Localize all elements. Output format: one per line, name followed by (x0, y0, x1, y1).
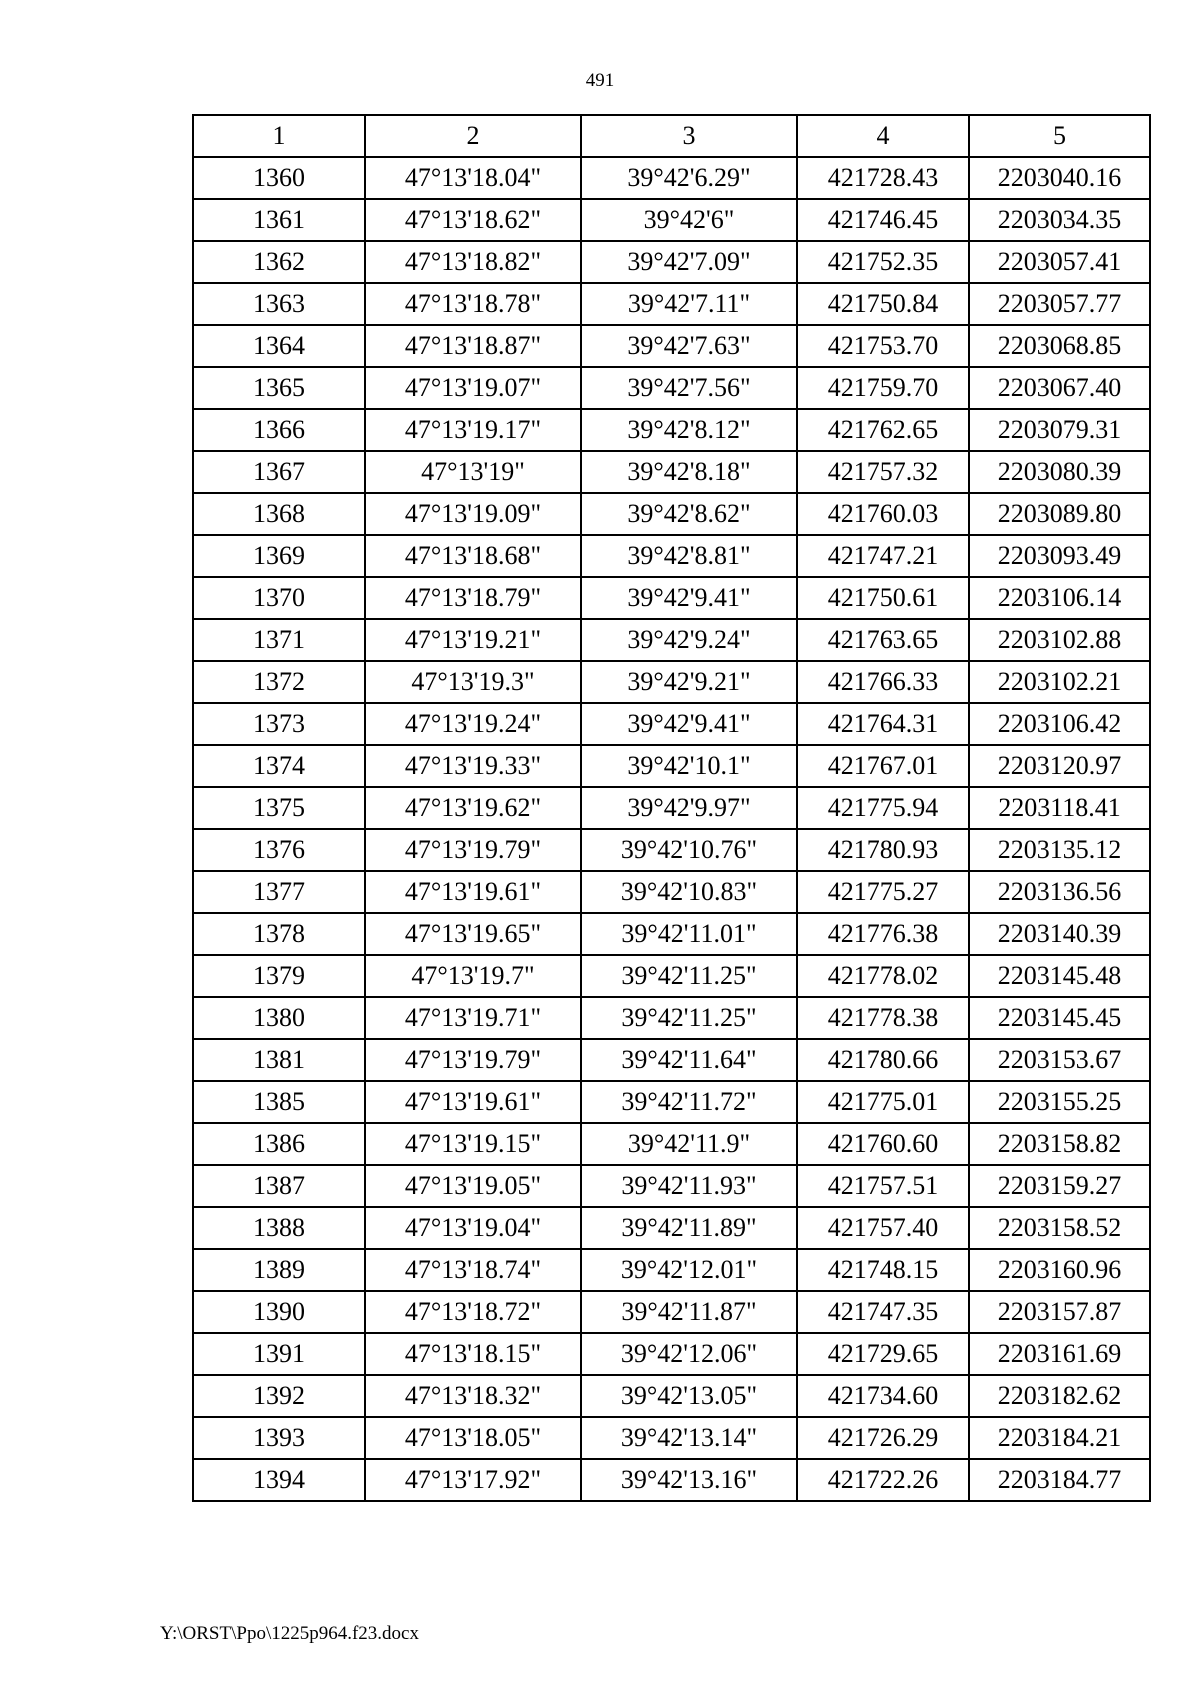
table-cell: 39°42'12.06" (581, 1333, 797, 1375)
table-cell: 39°42'7.09" (581, 241, 797, 283)
table-cell: 39°42'11.9" (581, 1123, 797, 1165)
table-row (193, 829, 1150, 871)
table-cell: 2203089.80 (969, 493, 1150, 535)
table-row (193, 1165, 1150, 1207)
table-cell: 39°42'13.16" (581, 1459, 797, 1501)
table-cell: 2203158.82 (969, 1123, 1150, 1165)
table-cell: 421778.38 (797, 997, 969, 1039)
table-row (193, 661, 1150, 703)
table-cell: 47°13'18.79" (365, 577, 581, 619)
table-cell: 1387 (193, 1165, 365, 1207)
table-cell: 47°13'18.32" (365, 1375, 581, 1417)
table-cell: 47°13'19.79" (365, 1039, 581, 1081)
table-cell: 1377 (193, 871, 365, 913)
header-cell: 3 (581, 115, 797, 157)
table-cell: 39°42'10.83" (581, 871, 797, 913)
page-number: 491 (585, 70, 615, 91)
table-cell: 39°42'9.41" (581, 703, 797, 745)
table-cell: 421748.15 (797, 1249, 969, 1291)
table-cell: 421750.84 (797, 283, 969, 325)
table-cell: 421763.65 (797, 619, 969, 661)
table-cell: 1376 (193, 829, 365, 871)
table-cell: 421776.38 (797, 913, 969, 955)
table-cell: 47°13'19.7" (365, 955, 581, 997)
table-row (193, 157, 1150, 199)
header-cell: 1 (193, 115, 365, 157)
table-cell: 2203068.85 (969, 325, 1150, 367)
table-cell: 2203140.39 (969, 913, 1150, 955)
table-cell: 2203057.77 (969, 283, 1150, 325)
table-row (193, 1081, 1150, 1123)
table-cell: 421722.26 (797, 1459, 969, 1501)
table-row (193, 283, 1150, 325)
table-row (193, 1375, 1150, 1417)
table-cell: 2203093.49 (969, 535, 1150, 577)
table-cell: 39°42'11.72" (581, 1081, 797, 1123)
table-row (193, 367, 1150, 409)
table-row (193, 1123, 1150, 1165)
table-cell: 39°42'12.01" (581, 1249, 797, 1291)
table-row (193, 997, 1150, 1039)
header-cell: 2 (365, 115, 581, 157)
table-cell: 39°42'10.76" (581, 829, 797, 871)
table-cell: 2203106.14 (969, 577, 1150, 619)
table-cell: 1386 (193, 1123, 365, 1165)
table-cell: 47°13'18.72" (365, 1291, 581, 1333)
table-cell: 47°13'19.61" (365, 871, 581, 913)
table-cell: 39°42'8.62" (581, 493, 797, 535)
table-cell: 1370 (193, 577, 365, 619)
table-row (193, 1249, 1150, 1291)
table-cell: 39°42'11.93" (581, 1165, 797, 1207)
table-cell: 39°42'11.25" (581, 955, 797, 997)
table-cell: 2203155.25 (969, 1081, 1150, 1123)
table-cell: 1366 (193, 409, 365, 451)
table-row (193, 955, 1150, 997)
table-cell: 47°13'19.04" (365, 1207, 581, 1249)
table-row (193, 1291, 1150, 1333)
table-cell: 2203145.48 (969, 955, 1150, 997)
table-row (193, 619, 1150, 661)
table-cell: 39°42'8.18" (581, 451, 797, 493)
table-cell: 421775.01 (797, 1081, 969, 1123)
table-cell: 47°13'19" (365, 451, 581, 493)
table-cell: 421747.21 (797, 535, 969, 577)
table-cell: 1390 (193, 1291, 365, 1333)
table-cell: 39°42'7.63" (581, 325, 797, 367)
table-row (193, 325, 1150, 367)
table-cell: 39°42'8.81" (581, 535, 797, 577)
table-cell: 2203182.62 (969, 1375, 1150, 1417)
table-cell: 47°13'19.17" (365, 409, 581, 451)
table-cell: 47°13'18.04" (365, 157, 581, 199)
table-cell: 39°42'9.24" (581, 619, 797, 661)
table-cell: 2203184.21 (969, 1417, 1150, 1459)
table-cell: 421757.40 (797, 1207, 969, 1249)
table-row (193, 1333, 1150, 1375)
table-cell: 421766.33 (797, 661, 969, 703)
table-cell: 421780.93 (797, 829, 969, 871)
table-cell: 2203102.21 (969, 661, 1150, 703)
table-cell: 421757.51 (797, 1165, 969, 1207)
table-cell: 47°13'19.65" (365, 913, 581, 955)
table-cell: 1388 (193, 1207, 365, 1249)
table-cell: 421775.27 (797, 871, 969, 913)
table-cell: 2203040.16 (969, 157, 1150, 199)
header-cell: 4 (797, 115, 969, 157)
table-cell: 421780.66 (797, 1039, 969, 1081)
table-cell: 47°13'18.62" (365, 199, 581, 241)
table-cell: 2203184.77 (969, 1459, 1150, 1501)
table-cell: 1362 (193, 241, 365, 283)
table-cell: 1379 (193, 955, 365, 997)
table-cell: 39°42'6.29" (581, 157, 797, 199)
table-cell: 2203118.41 (969, 787, 1150, 829)
table-cell: 421750.61 (797, 577, 969, 619)
table-cell: 2203160.96 (969, 1249, 1150, 1291)
table-cell: 421778.02 (797, 955, 969, 997)
table-cell: 39°42'7.56" (581, 367, 797, 409)
table-row (193, 745, 1150, 787)
table-cell: 421764.31 (797, 703, 969, 745)
table-cell: 421767.01 (797, 745, 969, 787)
header-cell: 5 (969, 115, 1150, 157)
table-cell: 47°13'17.92" (365, 1459, 581, 1501)
table-cell: 1369 (193, 535, 365, 577)
table-cell: 2203079.31 (969, 409, 1150, 451)
table-cell: 39°42'11.25" (581, 997, 797, 1039)
table-cell: 421746.45 (797, 199, 969, 241)
table-cell: 47°13'19.09" (365, 493, 581, 535)
table-cell: 1372 (193, 661, 365, 703)
table-row (193, 535, 1150, 577)
table-cell: 39°42'9.97" (581, 787, 797, 829)
table-cell: 47°13'18.78" (365, 283, 581, 325)
table-row (193, 1207, 1150, 1249)
table-cell: 47°13'19.71" (365, 997, 581, 1039)
table-row (193, 913, 1150, 955)
table-cell: 47°13'19.05" (365, 1165, 581, 1207)
table-cell: 39°42'11.01" (581, 913, 797, 955)
table-cell: 2203106.42 (969, 703, 1150, 745)
table-cell: 47°13'19.21" (365, 619, 581, 661)
table-cell: 47°13'19.33" (365, 745, 581, 787)
table-cell: 47°13'19.79" (365, 829, 581, 871)
table-cell: 47°13'18.74" (365, 1249, 581, 1291)
table-cell: 47°13'19.07" (365, 367, 581, 409)
table-cell: 1363 (193, 283, 365, 325)
table-cell: 39°42'10.1" (581, 745, 797, 787)
table-cell: 421747.35 (797, 1291, 969, 1333)
table-cell: 2203158.52 (969, 1207, 1150, 1249)
table-cell: 421762.65 (797, 409, 969, 451)
table-body (193, 115, 1150, 1501)
table-cell: 2203153.67 (969, 1039, 1150, 1081)
table-cell: 1381 (193, 1039, 365, 1081)
table-cell: 421757.32 (797, 451, 969, 493)
table-cell: 47°13'19.61" (365, 1081, 581, 1123)
table-cell: 2203161.69 (969, 1333, 1150, 1375)
table-cell: 2203145.45 (969, 997, 1150, 1039)
table-cell: 1380 (193, 997, 365, 1039)
table-cell: 47°13'18.05" (365, 1417, 581, 1459)
table-cell: 421726.29 (797, 1417, 969, 1459)
table-cell: 421734.60 (797, 1375, 969, 1417)
table-cell: 39°42'11.89" (581, 1207, 797, 1249)
table-cell: 2203136.56 (969, 871, 1150, 913)
table-cell: 1375 (193, 787, 365, 829)
table-cell: 1367 (193, 451, 365, 493)
table-row (193, 409, 1150, 451)
table-cell: 1391 (193, 1333, 365, 1375)
table-cell: 39°42'11.64" (581, 1039, 797, 1081)
table-cell: 47°13'18.68" (365, 535, 581, 577)
table-cell: 421753.70 (797, 325, 969, 367)
table-cell: 1392 (193, 1375, 365, 1417)
table-cell: 1360 (193, 157, 365, 199)
table-cell: 421728.43 (797, 157, 969, 199)
table-cell: 1378 (193, 913, 365, 955)
table-row (193, 1039, 1150, 1081)
table-row (193, 493, 1150, 535)
coordinates-table (192, 114, 1151, 1502)
table-cell: 1374 (193, 745, 365, 787)
table-cell: 1393 (193, 1417, 365, 1459)
table-row (193, 1459, 1150, 1501)
footer-file-path: Y:\ORST\Ppo\1225p964.f23.docx (160, 1623, 419, 1644)
table-cell: 2203157.87 (969, 1291, 1150, 1333)
table-cell: 2203034.35 (969, 199, 1150, 241)
table-row (193, 787, 1150, 829)
table-cell: 39°42'13.14" (581, 1417, 797, 1459)
table-cell: 1373 (193, 703, 365, 745)
table-cell: 2203057.41 (969, 241, 1150, 283)
table-row (193, 1417, 1150, 1459)
table-cell: 421752.35 (797, 241, 969, 283)
table-row (193, 199, 1150, 241)
table-cell: 2203135.12 (969, 829, 1150, 871)
table-cell: 47°13'18.87" (365, 325, 581, 367)
table-row (193, 241, 1150, 283)
table-cell: 47°13'19.15" (365, 1123, 581, 1165)
table-cell: 1364 (193, 325, 365, 367)
table-cell: 47°13'19.3" (365, 661, 581, 703)
table-row (193, 871, 1150, 913)
table-cell: 39°42'6" (581, 199, 797, 241)
table-cell: 39°42'11.87" (581, 1291, 797, 1333)
table-cell: 47°13'19.62" (365, 787, 581, 829)
table-cell: 421760.60 (797, 1123, 969, 1165)
table-header-row (193, 115, 1150, 157)
table-cell: 2203102.88 (969, 619, 1150, 661)
table-cell: 421760.03 (797, 493, 969, 535)
table-cell: 47°13'19.24" (365, 703, 581, 745)
table-cell: 39°42'8.12" (581, 409, 797, 451)
table-cell: 1385 (193, 1081, 365, 1123)
table-row (193, 451, 1150, 493)
table-cell: 421729.65 (797, 1333, 969, 1375)
table-cell: 2203159.27 (969, 1165, 1150, 1207)
table-cell: 1365 (193, 367, 365, 409)
table-cell: 1389 (193, 1249, 365, 1291)
table-cell: 1371 (193, 619, 365, 661)
table-cell: 2203067.40 (969, 367, 1150, 409)
table-cell: 2203120.97 (969, 745, 1150, 787)
table-cell: 2203080.39 (969, 451, 1150, 493)
table-cell: 421759.70 (797, 367, 969, 409)
table-cell: 39°42'9.21" (581, 661, 797, 703)
table-cell: 39°42'9.41" (581, 577, 797, 619)
table-cell: 47°13'18.82" (365, 241, 581, 283)
table-cell: 1361 (193, 199, 365, 241)
table-cell: 1394 (193, 1459, 365, 1501)
table-cell: 39°42'7.11" (581, 283, 797, 325)
table-cell: 421775.94 (797, 787, 969, 829)
table-cell: 47°13'18.15" (365, 1333, 581, 1375)
table-cell: 1368 (193, 493, 365, 535)
table-cell: 39°42'13.05" (581, 1375, 797, 1417)
table-row (193, 703, 1150, 745)
table-row (193, 577, 1150, 619)
